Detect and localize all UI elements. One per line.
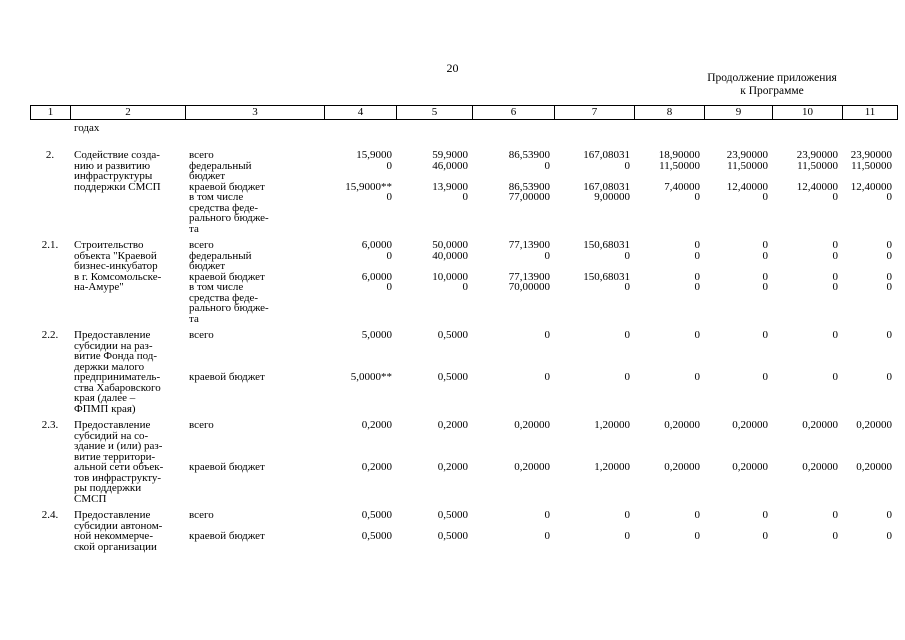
value-cell: 0 bbox=[832, 371, 838, 383]
value-cell: 15,9000 bbox=[356, 149, 392, 161]
value-cell: 0 bbox=[832, 191, 838, 203]
value-cell: 0 bbox=[694, 249, 700, 262]
value-cell: 0 bbox=[386, 281, 392, 293]
column-header-3: 3 bbox=[186, 106, 325, 120]
value-cell: 0 bbox=[544, 249, 550, 262]
continuation-note bbox=[690, 72, 854, 98]
value-cell: 0 bbox=[624, 159, 630, 172]
continuation-line-1: Продолжение приложения bbox=[707, 72, 837, 84]
value-cell: 0 bbox=[886, 329, 892, 341]
value-cell: 59,9000 bbox=[432, 149, 468, 161]
funding-source: краевой бюджет bbox=[189, 461, 265, 473]
value-cell: 0 bbox=[544, 530, 550, 542]
value-cell: 150,68031 bbox=[583, 239, 630, 251]
section-name: Строительство объекта "Краевой бизнес-инкубатор в г. Комсомольске- на-Амуре" bbox=[74, 239, 162, 293]
section-name: Содействие созда- нию и развитию инфраструктуры поддержки СМСП bbox=[74, 149, 161, 193]
value-cell: 0 bbox=[624, 530, 630, 542]
value-cell: 0,20000 bbox=[802, 461, 838, 473]
column-header-7: 7 bbox=[555, 106, 635, 120]
value-cell: 9,00000 bbox=[594, 191, 630, 203]
value-cell: 23,90000 bbox=[850, 149, 892, 161]
value-cell: 0,20000 bbox=[514, 461, 550, 473]
funding-source: краевой бюджет bbox=[189, 530, 265, 542]
value-cell: 0 bbox=[762, 530, 768, 542]
value-cell: 0,5000 bbox=[361, 530, 392, 542]
funding-source: краевой бюджет bbox=[189, 371, 265, 383]
value-cell: 0 bbox=[762, 270, 768, 283]
section-number: 2.2. bbox=[41, 329, 59, 341]
value-cell: 0,20000 bbox=[664, 419, 700, 431]
value-cell: 11,50000 bbox=[797, 159, 838, 172]
value-cell: 70,00000 bbox=[508, 281, 550, 293]
value-cell: 77,13900 bbox=[508, 270, 550, 283]
value-cell: 0,5000 bbox=[437, 329, 468, 341]
section-number: 2.3. bbox=[41, 419, 59, 431]
continuation-line-2: к Программе bbox=[740, 85, 804, 97]
value-cell: 0 bbox=[762, 191, 768, 203]
value-cell: 86,53900 bbox=[508, 180, 550, 193]
value-cell: 0 bbox=[544, 329, 550, 341]
value-cell: 0 bbox=[624, 329, 630, 341]
value-cell: 0 bbox=[386, 191, 392, 203]
value-cell: 12,40000 bbox=[726, 180, 768, 193]
value-cell: 0 bbox=[832, 239, 838, 251]
column-header-5: 5 bbox=[397, 106, 473, 120]
value-cell: 0 bbox=[832, 281, 838, 293]
value-cell: 0 bbox=[694, 191, 700, 203]
value-cell: 15,9000** bbox=[345, 180, 392, 193]
funding-source: всего bbox=[189, 329, 214, 341]
value-cell: 0 bbox=[886, 239, 892, 251]
value-cell: 77,00000 bbox=[508, 191, 550, 203]
value-cell: 0 bbox=[762, 249, 768, 262]
value-cell: 0 bbox=[544, 509, 550, 521]
value-cell: 50,0000 bbox=[432, 239, 468, 251]
value-cell: 150,68031 bbox=[583, 270, 630, 283]
value-cell: 0 bbox=[462, 191, 468, 203]
value-cell: 0 bbox=[886, 191, 892, 203]
value-cell: 0,20000 bbox=[802, 419, 838, 431]
value-cell: 86,53900 bbox=[508, 149, 550, 161]
value-cell: 0 bbox=[762, 281, 768, 293]
value-cell: 0 bbox=[694, 270, 700, 283]
value-cell: 11,50000 bbox=[659, 159, 700, 172]
funding-source: в том числе средства феде- рального бюдже- та bbox=[189, 281, 269, 325]
budget-table bbox=[30, 123, 897, 552]
value-cell: 0 bbox=[832, 329, 838, 341]
value-cell: 0 bbox=[544, 159, 550, 172]
value-cell: 0 bbox=[886, 270, 892, 283]
value-cell: 0 bbox=[832, 249, 838, 262]
value-cell: 0 bbox=[762, 371, 768, 383]
value-cell: 12,40000 bbox=[850, 180, 892, 193]
table-row bbox=[30, 330, 897, 372]
value-cell: 23,90000 bbox=[796, 149, 838, 161]
value-cell: 40,0000 bbox=[432, 249, 468, 262]
value-cell: 5,0000** bbox=[350, 371, 392, 383]
value-cell: 6,0000 bbox=[361, 239, 392, 251]
value-cell: 77,13900 bbox=[508, 239, 550, 251]
value-cell: 0,20000 bbox=[664, 461, 700, 473]
value-cell: 0 bbox=[624, 249, 630, 262]
value-cell: 0 bbox=[832, 509, 838, 521]
value-cell: 0,2000 bbox=[361, 461, 392, 473]
value-cell: 1,20000 bbox=[594, 419, 630, 431]
funding-source: краевой бюджет bbox=[189, 180, 265, 193]
column-header-4: 4 bbox=[325, 106, 397, 120]
value-cell: 0,20000 bbox=[856, 461, 892, 473]
value-cell: 0,5000 bbox=[437, 509, 468, 521]
value-cell: 0,20000 bbox=[732, 461, 768, 473]
funding-source: всего bbox=[189, 239, 214, 251]
section-number: 2.4. bbox=[41, 509, 59, 521]
value-cell: 0 bbox=[832, 530, 838, 542]
value-cell: 6,0000 bbox=[361, 270, 392, 283]
value-cell: 11,50000 bbox=[727, 159, 768, 172]
value-cell: 0 bbox=[694, 281, 700, 293]
value-cell: 0 bbox=[624, 509, 630, 521]
table-row bbox=[30, 150, 897, 161]
value-cell: 0 bbox=[386, 159, 392, 172]
value-cell: 0 bbox=[694, 329, 700, 341]
section-number: 2.1. bbox=[41, 239, 59, 251]
value-cell: 10,0000 bbox=[432, 270, 468, 283]
funding-source: федеральный бюджет bbox=[189, 159, 252, 182]
column-header-1: 1 bbox=[31, 106, 71, 120]
value-cell: 46,0000 bbox=[432, 159, 468, 172]
value-cell: 0 bbox=[624, 281, 630, 293]
value-cell: 0 bbox=[462, 281, 468, 293]
value-cell: 0,5000 bbox=[361, 509, 392, 521]
value-cell: 0 bbox=[694, 509, 700, 521]
table-row bbox=[30, 510, 897, 531]
funding-source: краевой бюджет bbox=[189, 270, 265, 283]
value-cell: 0 bbox=[886, 530, 892, 542]
value-cell: 167,08031 bbox=[583, 149, 630, 161]
column-header-11: 11 bbox=[843, 106, 898, 120]
page-number: 20 bbox=[446, 61, 459, 75]
value-cell: 0 bbox=[886, 249, 892, 262]
section-name: Предоставление субсидии на раз- витие Фонда под- держки малого предприниматель- ства Хабаровского края (далее – ФПМП края) bbox=[74, 329, 161, 415]
value-cell: 12,40000 bbox=[796, 180, 838, 193]
carryover-row bbox=[30, 123, 897, 144]
value-cell: 23,90000 bbox=[726, 149, 768, 161]
carryover-text: годах bbox=[74, 122, 100, 134]
value-cell: 0 bbox=[886, 371, 892, 383]
funding-source: всего bbox=[189, 509, 214, 521]
section-name: Предоставление субсидии автоном- ной некоммерче- ской организации bbox=[74, 509, 163, 553]
value-cell: 0,2000 bbox=[361, 419, 392, 431]
value-cell: 0 bbox=[694, 530, 700, 542]
funding-source: в том числе средства феде- рального бюдже- та bbox=[189, 191, 269, 235]
value-cell: 167,08031 bbox=[583, 180, 630, 193]
value-cell: 0,20000 bbox=[514, 419, 550, 431]
column-header-row bbox=[30, 105, 898, 120]
value-cell: 0 bbox=[762, 329, 768, 341]
value-cell: 0,2000 bbox=[437, 461, 468, 473]
value-cell: 0 bbox=[694, 371, 700, 383]
column-header-10: 10 bbox=[773, 106, 843, 120]
value-cell: 0 bbox=[762, 239, 768, 251]
value-cell: 0 bbox=[762, 509, 768, 521]
value-cell: 11,50000 bbox=[851, 159, 892, 172]
value-cell: 7,40000 bbox=[664, 180, 700, 193]
value-cell: 0,5000 bbox=[437, 371, 468, 383]
column-header-8: 8 bbox=[635, 106, 705, 120]
table-row bbox=[30, 240, 897, 251]
value-cell: 0 bbox=[832, 270, 838, 283]
funding-source: федеральный бюджет bbox=[189, 249, 252, 272]
value-cell: 0,2000 bbox=[437, 419, 468, 431]
value-cell: 0 bbox=[386, 249, 392, 262]
table-row bbox=[30, 420, 897, 462]
value-cell: 0,20000 bbox=[856, 419, 892, 431]
column-header-9: 9 bbox=[705, 106, 773, 120]
value-cell: 0 bbox=[886, 509, 892, 521]
value-cell: 5,0000 bbox=[361, 329, 392, 341]
value-cell: 0 bbox=[886, 281, 892, 293]
value-cell: 13,9000 bbox=[432, 180, 468, 193]
funding-source: всего bbox=[189, 149, 214, 161]
value-cell: 0 bbox=[624, 371, 630, 383]
column-header-6: 6 bbox=[473, 106, 555, 120]
column-header-2: 2 bbox=[71, 106, 186, 120]
value-cell: 1,20000 bbox=[594, 461, 630, 473]
value-cell: 0 bbox=[544, 371, 550, 383]
value-cell: 18,90000 bbox=[658, 149, 700, 161]
section-number: 2. bbox=[45, 149, 55, 161]
value-cell: 0 bbox=[694, 239, 700, 251]
value-cell: 0,5000 bbox=[437, 530, 468, 542]
funding-source: всего bbox=[189, 419, 214, 431]
section-name: Предоставление субсидий на со- здание и (или) раз- витие территори- альной сети объек- тов инфраструкту- ры поддержки СМСП bbox=[74, 419, 164, 505]
value-cell: 0,20000 bbox=[732, 419, 768, 431]
